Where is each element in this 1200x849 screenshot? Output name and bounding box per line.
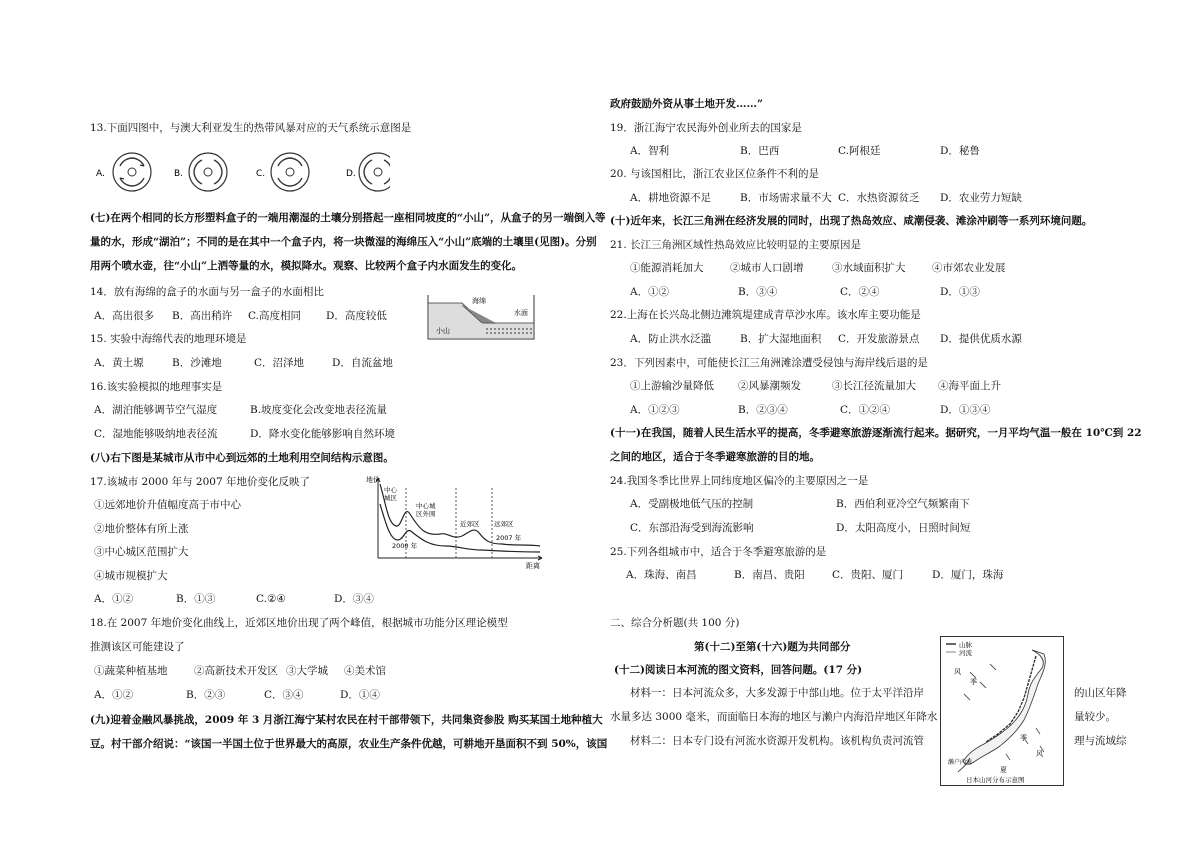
wind-label-2: 风 (1036, 750, 1043, 758)
section-7-line-1: (七)在两个相同的长方形塑料盒子的一端用潮湿的土壤分别搭起一座相同坡度的“小山”，从盒子的另一端倒入等 (90, 212, 606, 224)
map-legend-mountain: 山脉 (959, 641, 972, 649)
q14-option-a: A．高出很多 (94, 310, 155, 322)
question-18-line-1: 18.在 2007 年地价变化曲线上，近郊区地价出现了两个峰值，根据城市功能分区理论模型 (90, 617, 508, 629)
year-2007-label: 2007 年 (496, 534, 522, 542)
question-15: 15. 实验中海绵代表的地理环境是 (90, 333, 247, 345)
q19-option-c: C.阿根廷 (838, 145, 881, 157)
q24-option-b: B．西伯利亚冷空气频繁南下 (836, 498, 970, 510)
q23-item-1: ①上游输沙量降低 (630, 380, 714, 392)
q21-item-1: ①能源消耗加大 (630, 262, 704, 274)
hill-label: 小山 (436, 327, 450, 335)
q17-item-1: ①远郊地价升值幅度高于市中心 (94, 499, 241, 511)
year-2000-label: 2000 年 (392, 542, 418, 550)
q18-option-b: B．②③ (186, 689, 226, 701)
section-9-continued: 政府鼓励外资从事土地开发……” (610, 98, 764, 110)
q22-option-d: D．提供优质水源 (940, 333, 1022, 345)
q24-option-a: A．受副极地低气压的控制 (630, 498, 754, 510)
q25-option-c: C．贵阳、厦门 (832, 569, 904, 581)
q19-option-b: B．巴西 (740, 145, 780, 157)
q18-option-c: C．③④ (264, 689, 304, 701)
q16-option-a: A．湖泊能够调节空气湿度 (94, 404, 218, 416)
common-section-heading: 第(十二)至第(十六)题为共同部分 (694, 641, 851, 653)
season-label-2: 季 (1020, 734, 1027, 742)
q23-option-b: B．②③④ (738, 404, 788, 416)
q14-option-d: D．高度较低 (326, 310, 387, 322)
outer-zone-label-2: 区外围 (416, 510, 436, 518)
question-16: 16.该实验模拟的地理事实是 (90, 381, 223, 393)
q21-option-a: A．①② (630, 286, 670, 298)
question-13: 13.下面四图中，与澳大利亚发生的热带风暴对应的天气系统示意图是 (90, 122, 412, 134)
center-zone-label: 中心 (384, 486, 397, 494)
section-12-heading: (十二)阅读日本河流的图文资料，回答问题。(17 分) (614, 664, 863, 676)
material-2-part-2: 理与流域综 (1074, 735, 1127, 747)
q18-item-1: ①蔬菜种植基地 (94, 665, 168, 677)
section-7-line-3: 用两个喷水壶，往“小山”上洒等量的水，模拟降水。观察、比较两个盒子内水面发生的变化。 (90, 260, 523, 272)
material-1-part-2: 的山区年降 (1074, 687, 1127, 699)
material-1-part-3: 水量多达 3000 毫米，而面临日本海的地区与濑户内海沿岸地区年降水 (610, 711, 938, 723)
q22-option-a: A．防止洪水泛滥 (630, 333, 712, 345)
q21-item-3: ③水域面积扩大 (832, 262, 906, 274)
q18-item-3: ③大学城 (286, 665, 328, 677)
q19-option-d: D．秘鲁 (940, 145, 980, 157)
q17-item-4: ④城市规模扩大 (94, 570, 168, 582)
option-b-label: B. (174, 169, 184, 179)
q15-option-a: A．黄土塬 (94, 357, 144, 369)
q20-option-b: B．市场需求量不大 (740, 192, 832, 204)
q22-option-b: B．扩大湿地面积 (740, 333, 822, 345)
q15-option-c: C．沼泽地 (254, 357, 305, 369)
water-label: 水面 (514, 309, 528, 317)
question-19: 19．浙江海宁农民海外创业所去的国家是 (610, 122, 802, 134)
experiment-box-figure (426, 293, 538, 343)
material-1-part-1: 材料一：日本河流众多，大多发源于中部山地。位于太平洋沿岸 (630, 687, 924, 699)
q20-option-d: D．农业劳力短缺 (940, 192, 1022, 204)
q15-option-b: B．沙滩地 (172, 357, 222, 369)
q14-option-b: B．高出稍许 (172, 310, 233, 322)
q21-option-b: B．③④ (738, 286, 778, 298)
q23-item-4: ④海平面上升 (938, 380, 1001, 392)
q25-option-d: D．厦门，珠海 (932, 569, 1004, 581)
q21-item-2: ②城市人口剧增 (730, 262, 804, 274)
option-a-label: A. (96, 169, 105, 179)
q17-option-c: C.②④ (256, 593, 286, 605)
question-22: 22.上海在长兴岛北侧边滩筑堤建成青草沙水库。该水库主要功能是 (610, 309, 921, 321)
q18-option-a: A．①② (94, 689, 134, 701)
map-legend-river: 河流 (959, 649, 972, 657)
q21-option-d: D．①③ (940, 286, 980, 298)
q23-item-3: ③长江径流量加大 (832, 380, 916, 392)
q17-item-3: ③中心城区范围扩大 (94, 546, 189, 558)
q18-item-4: ④美术馆 (344, 665, 386, 677)
material-1-part-4: 量较少。 (1074, 711, 1116, 723)
section-10: (十)近年来，长江三角洲在经济发展的同时，出现了热岛效应、咸潮侵袭、滩涂冲刷等一系列环境问题。 (610, 215, 1093, 227)
land-y-axis-label: 地价 (366, 476, 380, 484)
near-suburb-label: 近郊区 (460, 520, 480, 528)
diagram-d (359, 153, 390, 191)
q24-option-d: D．太阳高度小，日照时间短 (836, 522, 971, 534)
section-11-line-1: (十一)在我国，随着人民生活水平的提高，冬季避寒旅游逐渐流行起来。据研究，一月平均气温一般在 10℃到 22 (610, 427, 1142, 439)
part-2-heading: 二、综合分析题(共 100 分) (610, 617, 740, 629)
q19-option-a: A．智利 (630, 145, 670, 157)
far-suburb-label: 远郊区 (494, 520, 514, 528)
summer-label: 夏 (1000, 766, 1007, 774)
question-21: 21. 长江三角洲区域性热岛效应比较明显的主要原因是 (610, 239, 862, 251)
q16-option-b: B.坡度变化会改变地表径流量 (250, 404, 388, 416)
section-8: (八)右下图是某城市从市中心到远郊的土地利用空间结构示意图。 (90, 452, 394, 464)
diagram-b (189, 153, 227, 191)
q16-option-d: D．降水变化能够影响自然环境 (250, 428, 395, 440)
material-2-part-1: 材料二：日本专门设有河流水资源开发机构。该机构负责河流管 (630, 735, 924, 747)
q20-option-c: C．水热资源贫乏 (838, 192, 920, 204)
question-25: 25.下列各组城市中，适合于冬季避寒旅游的是 (610, 546, 827, 558)
wind-label-1: 风 (954, 668, 961, 676)
q17-option-a: A．①② (94, 593, 134, 605)
q17-option-b: B．①③ (176, 593, 216, 605)
land-price-diagram (366, 474, 546, 570)
q23-option-d: D．①③④ (940, 404, 991, 416)
q25-option-b: B．南昌、贵阳 (734, 569, 805, 581)
diagram-a (113, 153, 151, 191)
q20-option-a: A．耕地资源不足 (630, 192, 712, 204)
question-17: 17.该城市 2000 年与 2007 年地价变化反映了 (90, 476, 310, 488)
q23-option-a: A．①②③ (630, 404, 680, 416)
q21-item-4: ④市郊农业发展 (932, 262, 1006, 274)
sponge-label: 海绵 (472, 297, 486, 305)
center-zone-label-2: 城区 (384, 494, 397, 502)
q18-item-2: ②高新技术开发区 (194, 665, 278, 677)
option-d-label: D. (346, 169, 356, 179)
section-7-line-2: 量的水，形成“湖泊”；不同的是在其中一个盒子内，将一块微湿的海绵压入“小山”底端的土壤里(见图)。分别 (90, 236, 597, 248)
map-caption: 日本山河分布示意图 (966, 776, 1025, 784)
outer-zone-label: 中心城 (416, 502, 436, 510)
land-x-axis-label: 距离 (526, 562, 540, 570)
q22-option-c: C．开发旅游景点 (838, 333, 920, 345)
question-23: 23．下列因素中，可能使长江三角洲滩涂遭受侵蚀与海岸线后退的是 (610, 357, 928, 369)
section-9-line-2: 豆。村干部介绍说：“该国一半国土位于世界最大的高原，农业生产条件优越，可耕地开垦面积不到 50%，该国 (90, 738, 608, 750)
season-label-1: 季 (970, 678, 977, 686)
inland-sea-label: 濑户内海 (948, 759, 973, 766)
japan-map-figure (940, 636, 1064, 786)
question-24: 24.我国冬季比世界上同纬度地区偏冷的主要原因之一是 (610, 475, 869, 487)
weather-system-diagrams (90, 150, 390, 194)
q23-item-2: ②风暴潮频发 (738, 380, 801, 392)
question-20: 20. 与该国相比，浙江农业区位条件不利的是 (610, 168, 820, 180)
q18-option-d: D．①④ (340, 689, 380, 701)
q24-option-c: C．东部沿海受到海流影响 (630, 522, 754, 534)
q17-item-2: ②地价整体有所上涨 (94, 523, 189, 535)
question-18-line-2: 推测该区可能建设了 (90, 641, 185, 653)
option-c-label: C. (256, 169, 266, 179)
section-11-line-2: 之间的地区，适合于冬季避寒旅游的目的地。 (610, 451, 820, 463)
q17-option-d: D．③④ (334, 593, 374, 605)
q25-option-a: A．珠海、南昌 (626, 569, 697, 581)
diagram-c (271, 153, 309, 191)
q23-option-c: C．①②④ (840, 404, 891, 416)
question-14: 14．放有海绵的盒子的水面与另一盒子的水面相比 (90, 286, 324, 298)
section-9-line-1: (九)迎着金融风暴挑战，2009 年 3 月浙江海宁某村农民在村干部带领下，共同集资参股 购买某国土地种植大 (90, 714, 603, 726)
q14-option-c: C.高度相同 (248, 310, 301, 322)
q15-option-d: D．自流盆地 (332, 357, 393, 369)
q16-option-c: C．湿地能够吸纳地表径流 (94, 428, 218, 440)
q21-option-c: C．②④ (840, 286, 880, 298)
